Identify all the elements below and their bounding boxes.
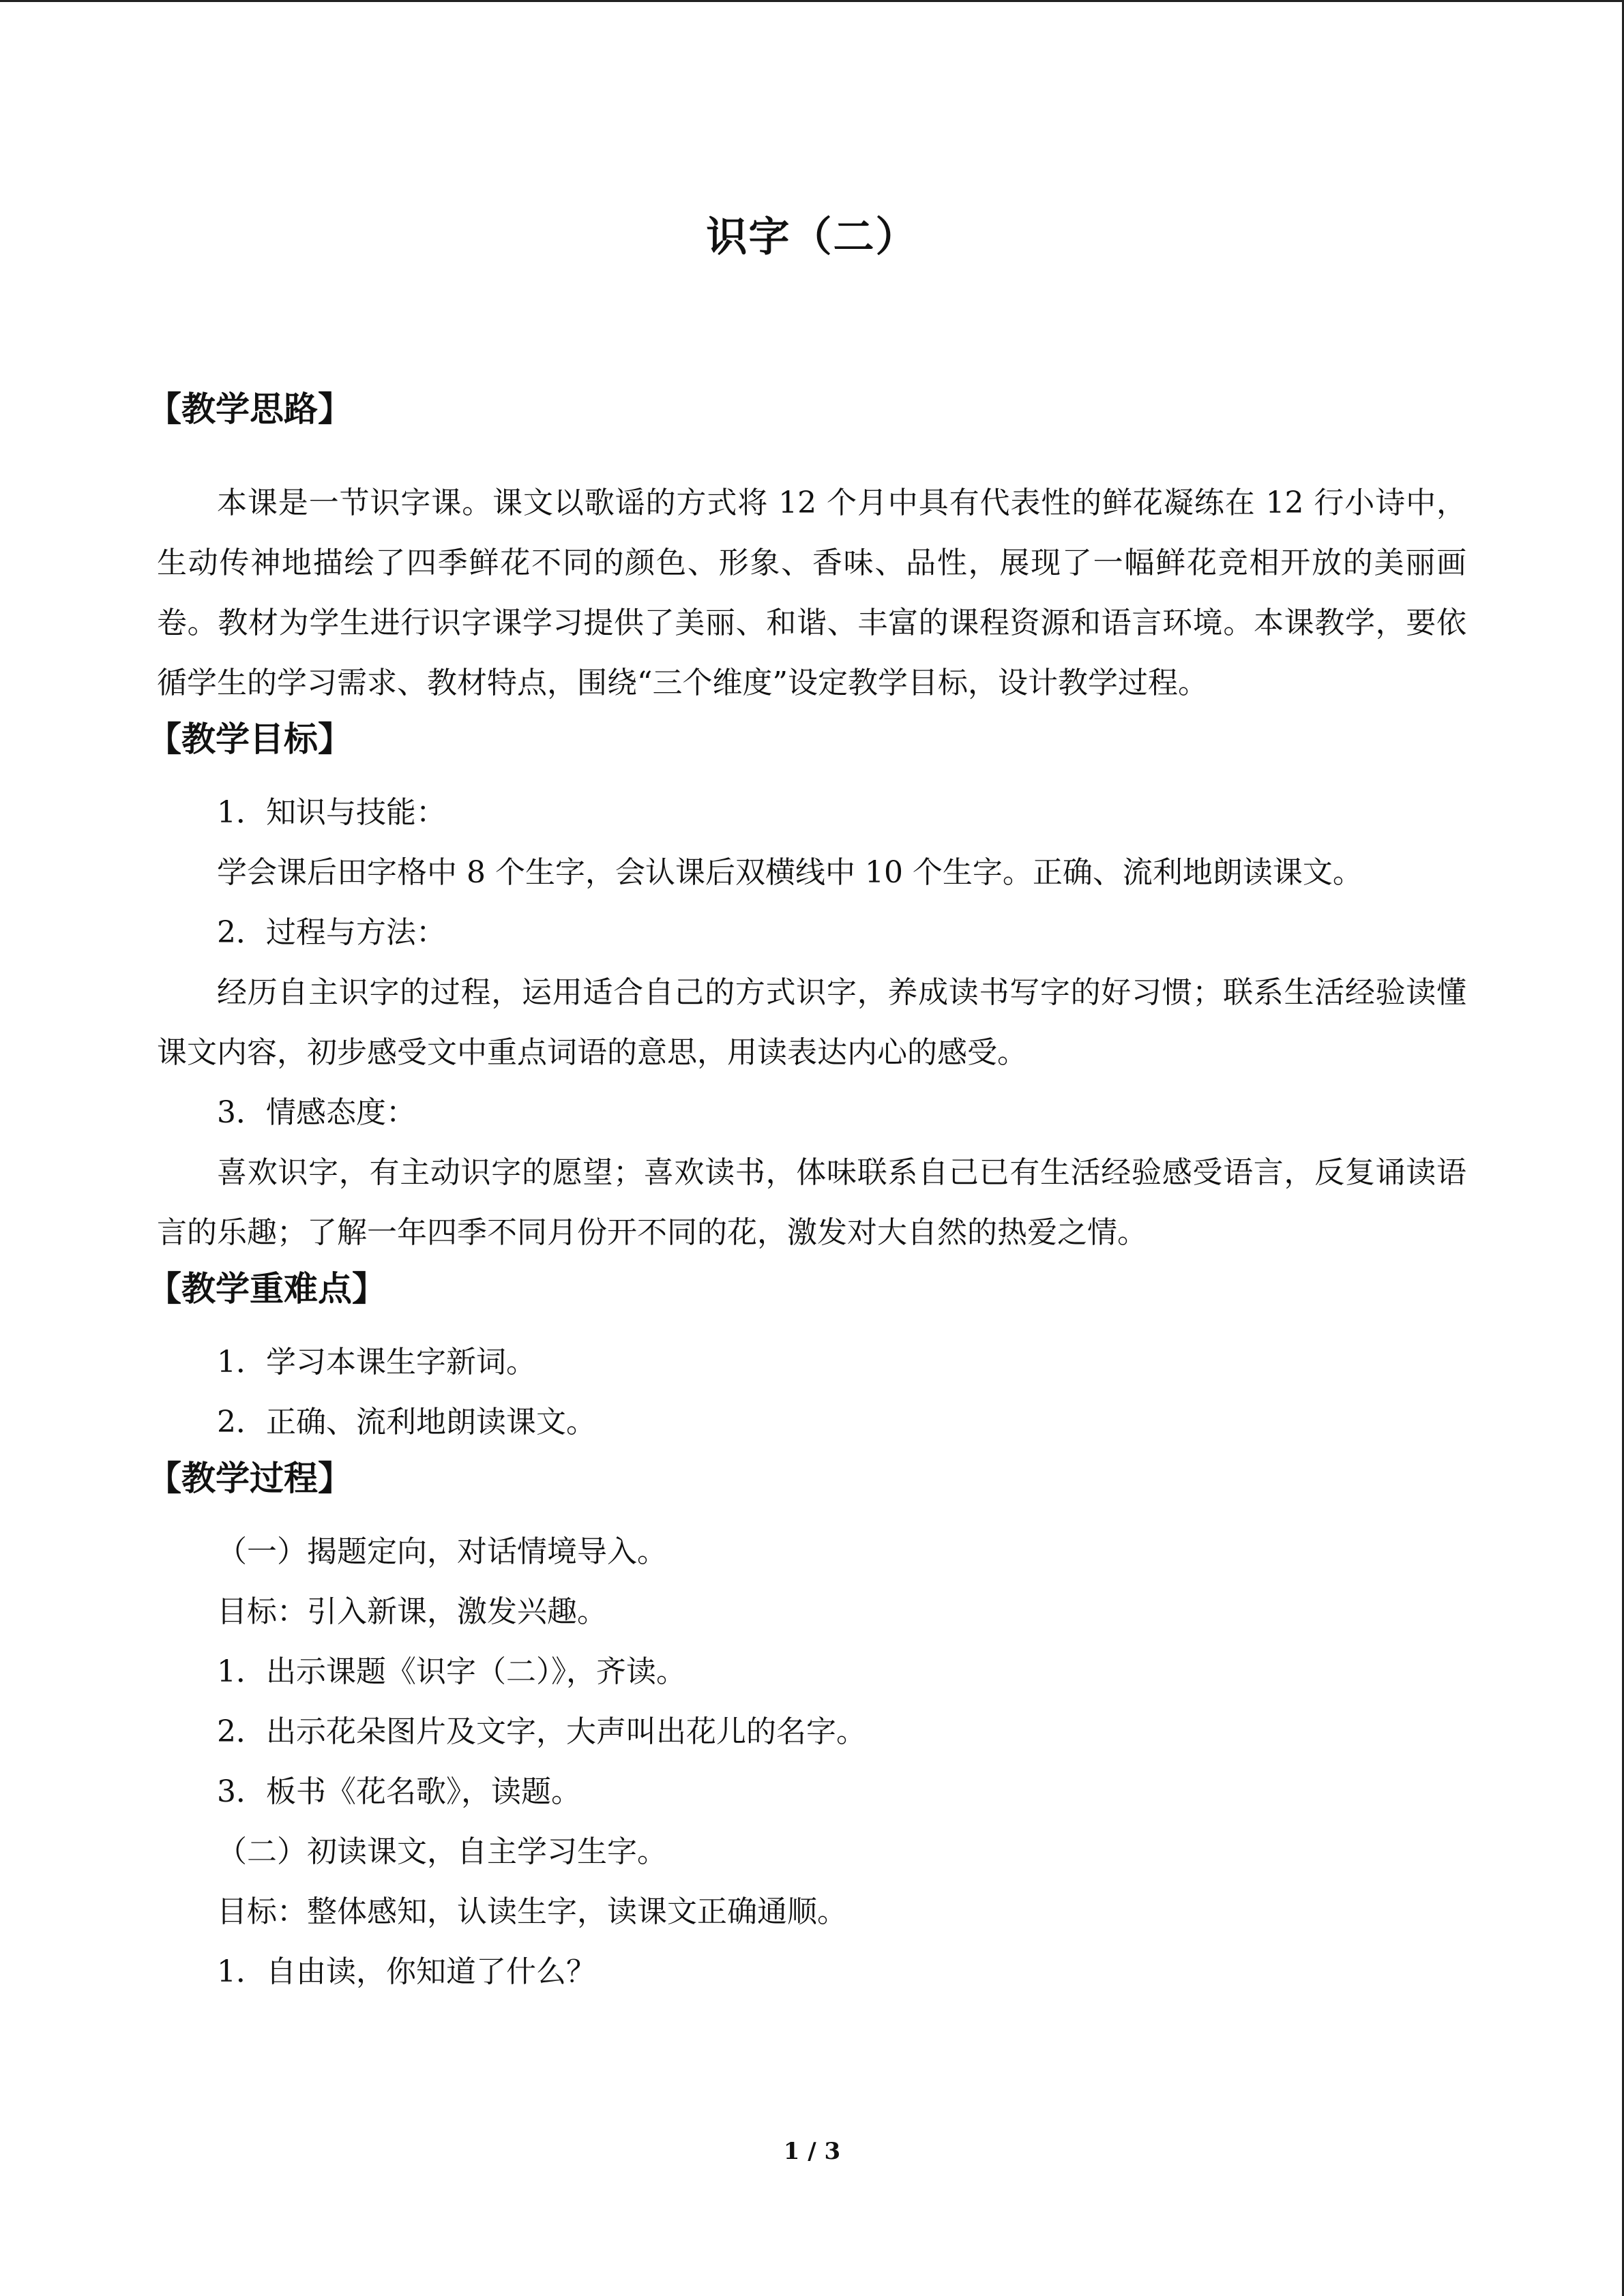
section-heading-key-points: 【教学重难点】 <box>147 1268 386 1309</box>
goal-item-2-title: 2．过程与方法： <box>217 915 446 950</box>
document-body <box>147 387 1466 2002</box>
process-part-2-title: （二）初读课文，自主学习生字。 <box>217 1834 667 1869</box>
goal-item-3-title: 3．情感态度： <box>217 1095 416 1130</box>
goal-item-2-text: 经历自主识字的过程，运用适合自己的方式识字，养成读书写字的好习惯；联系生活经验读懂课文内容，初步感受文中重点词语的意思，用读表达内心的感受。 <box>157 975 1466 1070</box>
goal-item-1-title: 1．知识与技能： <box>217 795 446 830</box>
page-title: 识字（二） <box>706 213 918 261</box>
process-part-2-step-1: 1．自由读，你知道了什么？ <box>217 1954 596 1989</box>
process-part-1-goal: 目标：引入新课，激发兴趣。 <box>217 1594 607 1629</box>
thinking-paragraph: 本课是一节识字课。课文以歌谣的方式将 12 个月中具有代表性的鲜花凝练在 12 行小诗中，生动传神地描绘了四季鲜花不同的颜色、形象、香味、品性，展现了一幅鲜花竞相开放的美丽画卷。教材为学生进行识字课学习提供了美丽、和谐、丰富的课程资源和语言环境。本课教学，要依循学生的学习需求、教材特点，围绕“三个维度”设定教学目标，设计教学过程。 <box>157 486 1466 700</box>
process-part-1-title: （一）揭题定向，对话情境导入。 <box>217 1534 667 1569</box>
section-heading-thinking: 【教学思路】 <box>147 389 352 429</box>
process-part-1-step-1: 1．出示课题《识字（二）》，齐读。 <box>217 1654 686 1689</box>
process-part-2-goal: 目标：整体感知，认读生字，读课文正确通顺。 <box>217 1894 847 1929</box>
goal-item-1-text: 学会课后田字格中 8 个生字，会认课后双横线中 10 个生字。正确、流利地朗读课文。 <box>217 855 1363 890</box>
section-heading-goals: 【教学目标】 <box>147 719 352 759</box>
section-heading-process: 【教学过程】 <box>147 1458 352 1498</box>
process-part-1-step-3: 3．板书《花名歌》，读题。 <box>217 1774 581 1809</box>
page-number: 1 / 3 <box>783 2138 841 2165</box>
goal-item-3-text: 喜欢识字，有主动识字的愿望；喜欢读书，体味联系自己已有生活经验感受语言，反复诵读语言的乐趣；了解一年四季不同月份开不同的花，激发对大自然的热爱之情。 <box>157 1155 1466 1250</box>
key-point-1: 1．学习本课生字新词。 <box>217 1345 536 1380</box>
process-part-1-step-2: 2．出示花朵图片及文字，大声叫出花儿的名字。 <box>217 1714 866 1749</box>
key-point-2: 2．正确、流利地朗读课文。 <box>217 1405 596 1440</box>
